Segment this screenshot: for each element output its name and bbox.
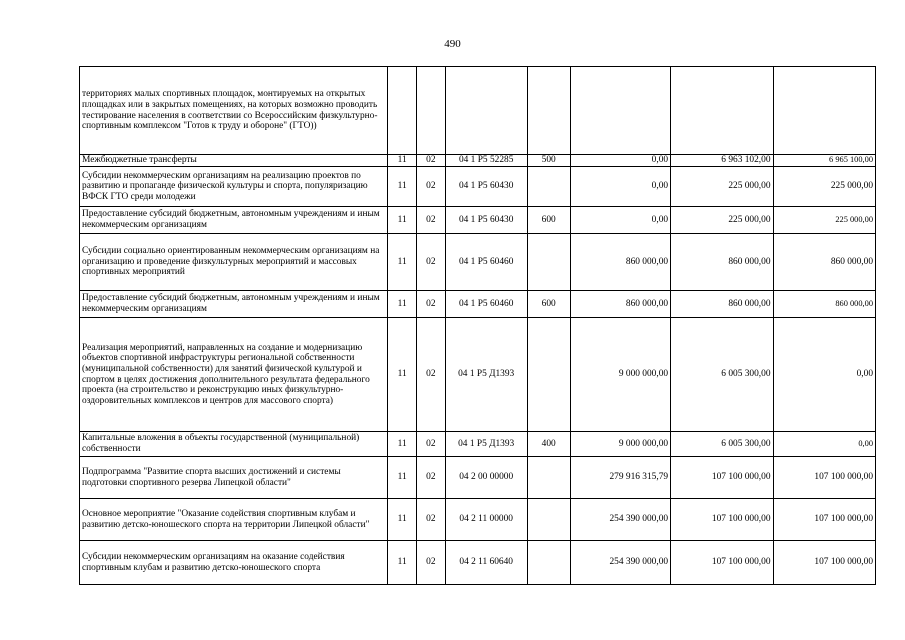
row-target-article-cell: 04 1 P5 Д1393 <box>445 432 527 457</box>
row-amount-1-cell <box>570 67 670 155</box>
row-amount-1-cell: 9 000 000,00 <box>570 318 670 432</box>
row-section-cell: 11 <box>388 155 417 167</box>
row-section-cell: 11 <box>388 432 417 457</box>
row-amount-2-cell: 6 963 102,00 <box>671 155 773 167</box>
row-section-cell: 11 <box>388 318 417 432</box>
row-expense-type-cell <box>527 499 570 541</box>
row-section-cell <box>388 67 417 155</box>
row-amount-1-cell: 0,00 <box>570 167 670 207</box>
row-name-cell: Предоставление субсидий бюджетным, автономным учреждениям и иным некоммерческим организациям <box>80 291 388 318</box>
row-section-cell: 11 <box>388 457 417 499</box>
table-row <box>80 541 876 585</box>
row-name-cell: Субсидии некоммерческим организациям на реализацию проектов по развитию и пропаганде физической культуры и спорта, популяризацию ВФСК ГТО среди молодежи <box>80 167 388 207</box>
row-target-article-cell: 04 2 11 60640 <box>445 541 527 585</box>
row-amount-3-cell <box>773 67 876 155</box>
row-expense-type-cell <box>527 457 570 499</box>
row-amount-3-cell: 107 100 000,00 <box>773 457 876 499</box>
table-row <box>80 432 876 457</box>
row-subsection-cell: 02 <box>417 457 446 499</box>
row-subsection-cell: 02 <box>417 234 446 291</box>
row-amount-3-cell: 0,00 <box>773 432 876 457</box>
row-amount-1-cell: 254 390 000,00 <box>570 499 670 541</box>
row-expense-type-cell: 600 <box>527 207 570 234</box>
row-target-article-cell: 04 1 P5 60460 <box>445 234 527 291</box>
row-amount-1-cell: 0,00 <box>570 207 670 234</box>
table-row <box>80 167 876 207</box>
row-expense-type-cell: 500 <box>527 155 570 167</box>
row-amount-2-cell: 860 000,00 <box>671 234 773 291</box>
row-expense-type-cell: 600 <box>527 291 570 318</box>
row-name-cell: Межбюджетные трансферты <box>80 155 388 167</box>
row-name-cell: Основное мероприятие "Оказание содействия спортивным клубам и развитию детско-юношеского спорта на территории Липецкой области" <box>80 499 388 541</box>
row-expense-type-cell <box>527 167 570 207</box>
table-row <box>80 155 876 167</box>
row-subsection-cell: 02 <box>417 541 446 585</box>
row-expense-type-cell <box>527 67 570 155</box>
row-amount-2-cell: 6 005 300,00 <box>671 432 773 457</box>
row-amount-3-cell: 860 000,00 <box>773 291 876 318</box>
row-expense-type-cell <box>527 541 570 585</box>
table-row <box>80 318 876 432</box>
table-row <box>80 457 876 499</box>
row-target-article-cell <box>445 67 527 155</box>
row-amount-2-cell: 225 000,00 <box>671 207 773 234</box>
row-target-article-cell: 04 1 P5 Д1393 <box>445 318 527 432</box>
row-subsection-cell: 02 <box>417 291 446 318</box>
row-name-cell: Субсидии некоммерческим организациям на оказание содействия спортивным клубам и развитию детско-юношеского спорта <box>80 541 388 585</box>
row-expense-type-cell <box>527 318 570 432</box>
row-target-article-cell: 04 1 P5 60460 <box>445 291 527 318</box>
table-row <box>80 499 876 541</box>
row-amount-3-cell: 225 000,00 <box>773 167 876 207</box>
row-amount-2-cell: 107 100 000,00 <box>671 499 773 541</box>
row-amount-2-cell: 6 005 300,00 <box>671 318 773 432</box>
row-expense-type-cell <box>527 234 570 291</box>
row-amount-3-cell: 860 000,00 <box>773 234 876 291</box>
row-amount-1-cell: 0,00 <box>570 155 670 167</box>
row-amount-2-cell: 860 000,00 <box>671 291 773 318</box>
row-amount-3-cell: 107 100 000,00 <box>773 541 876 585</box>
row-section-cell: 11 <box>388 234 417 291</box>
row-name-cell: Подпрограмма "Развитие спорта высших достижений и системы подготовки спортивного резерва Липецкой области" <box>80 457 388 499</box>
table-row <box>80 234 876 291</box>
row-amount-3-cell: 0,00 <box>773 318 876 432</box>
row-amount-2-cell: 107 100 000,00 <box>671 457 773 499</box>
row-amount-1-cell: 9 000 000,00 <box>570 432 670 457</box>
row-amount-2-cell: 107 100 000,00 <box>671 541 773 585</box>
row-amount-3-cell: 107 100 000,00 <box>773 499 876 541</box>
row-target-article-cell: 04 1 P5 52285 <box>445 155 527 167</box>
row-section-cell: 11 <box>388 499 417 541</box>
row-target-article-cell: 04 2 11 00000 <box>445 499 527 541</box>
row-amount-2-cell: 225 000,00 <box>671 167 773 207</box>
row-amount-1-cell: 254 390 000,00 <box>570 541 670 585</box>
row-amount-2-cell <box>671 67 773 155</box>
page-number: 490 <box>444 38 461 50</box>
row-target-article-cell: 04 2 00 00000 <box>445 457 527 499</box>
row-subsection-cell: 02 <box>417 155 446 167</box>
row-target-article-cell: 04 1 P5 60430 <box>445 167 527 207</box>
row-section-cell: 11 <box>388 541 417 585</box>
row-name-cell: Капитальные вложения в объекты государственной (муниципальной) собственности <box>80 432 388 457</box>
row-name-cell: территориях малых спортивных площадок, монтируемых на открытых площадках или в закрытых помещениях, на которых возможно проводить тестирование населения в соответствии со Всероссийским физкультурно-спортивным комплексом "Готов к труду и обороне" (ГТО)) <box>80 67 388 155</box>
table-row <box>80 207 876 234</box>
row-subsection-cell: 02 <box>417 499 446 541</box>
row-name-cell: Субсидии социально ориентированным некоммерческим организациям на организацию и проведение физкультурных мероприятий и массовых спортивных мероприятий <box>80 234 388 291</box>
row-name-cell: Предоставление субсидий бюджетным, автономным учреждениям и иным некоммерческим организациям <box>80 207 388 234</box>
row-section-cell: 11 <box>388 167 417 207</box>
budget-table <box>79 66 876 585</box>
row-amount-3-cell: 225 000,00 <box>773 207 876 234</box>
row-subsection-cell: 02 <box>417 318 446 432</box>
row-subsection-cell: 02 <box>417 167 446 207</box>
row-subsection-cell: 02 <box>417 432 446 457</box>
row-expense-type-cell: 400 <box>527 432 570 457</box>
row-name-cell: Реализация мероприятий, направленных на создание и модернизацию объектов спортивной инфраструктуры региональной собственности (муниципальной собственности) для занятий физической культурой и спортом в целях достижения дополнительного результата федерального проекта (на строительство и реконструкцию иных физкультурно-оздоровительных комплексов и центров для массового спорта) <box>80 318 388 432</box>
row-amount-1-cell: 860 000,00 <box>570 234 670 291</box>
row-subsection-cell: 02 <box>417 207 446 234</box>
row-amount-1-cell: 860 000,00 <box>570 291 670 318</box>
row-amount-3-cell: 6 965 100,00 <box>773 155 876 167</box>
table-row <box>80 291 876 318</box>
table-row <box>80 67 876 155</box>
row-amount-1-cell: 279 916 315,79 <box>570 457 670 499</box>
row-target-article-cell: 04 1 P5 60430 <box>445 207 527 234</box>
row-subsection-cell <box>417 67 446 155</box>
row-section-cell: 11 <box>388 207 417 234</box>
row-section-cell: 11 <box>388 291 417 318</box>
